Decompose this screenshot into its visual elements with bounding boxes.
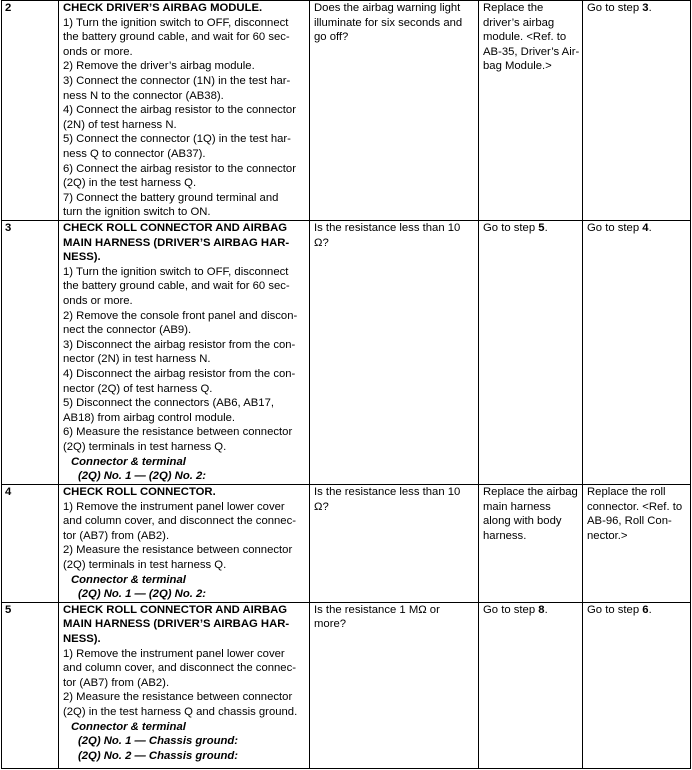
procedure-line: onds or more. xyxy=(63,45,133,58)
yes-result xyxy=(479,1,583,221)
check-question xyxy=(310,485,479,603)
yes-line: module. <Ref. to xyxy=(483,31,567,44)
procedure-line: ness N to the connector (AB38). xyxy=(63,89,224,102)
step-heading: MAIN HARNESS (DRIVER’S AIRBAG HAR- xyxy=(63,618,290,631)
yes-line: main harness xyxy=(483,500,551,513)
procedure-line: (2Q) terminals in test harness Q. xyxy=(63,558,227,571)
check-line: Is the resistance less than 10 xyxy=(314,222,461,234)
procedure-line: 2) Measure the resistance between connector xyxy=(63,544,293,557)
connector-terminal-label: Connector & terminal xyxy=(71,455,186,468)
step-heading: NESS). xyxy=(63,251,101,264)
table-row-step-3 xyxy=(2,221,691,485)
procedure-line: 5) Connect the connector (1Q) in the test har- xyxy=(63,133,291,146)
check-line: Ω? xyxy=(314,500,329,513)
table-row-step-4 xyxy=(2,485,691,603)
check-line: Is the resistance less than 10 xyxy=(314,486,461,498)
goto-step-link[interactable]: 3 xyxy=(642,2,649,14)
procedure-line: 5) Disconnect the connectors (AB6, AB17, xyxy=(63,397,274,410)
check-line: Ω? xyxy=(314,236,329,249)
procedure-line: 6) Connect the airbag resistor to the connector xyxy=(63,162,296,175)
step-heading: NESS). xyxy=(63,632,101,645)
no-result xyxy=(583,485,691,603)
procedure-line: nect the connector (AB9). xyxy=(63,324,192,337)
procedure-line: (2Q) in the test harness Q and chassis ground. xyxy=(63,705,298,718)
yes-result xyxy=(479,485,583,603)
connector-terminal-value: (2Q) No. 1 — (2Q) No. 2: xyxy=(78,470,207,483)
goto-step-link[interactable]: 4 xyxy=(642,222,649,234)
procedure-line: 3) Disconnect the airbag resistor from the con- xyxy=(63,338,296,351)
procedure-line: 1) Turn the ignition switch to OFF, disconnect xyxy=(63,16,289,29)
connector-terminal-label: Connector & terminal xyxy=(71,720,186,733)
procedure-line: nector (2N) in test harness N. xyxy=(63,353,211,366)
step-number: 5 xyxy=(2,602,59,768)
procedure-line: 6) Measure the resistance between connector xyxy=(63,426,293,439)
step-number: 2 xyxy=(2,1,59,221)
connector-terminal-label: Connector & terminal xyxy=(71,573,186,586)
no-result: Go to step 3. xyxy=(583,1,691,221)
procedure-line: and column cover, and disconnect the connec- xyxy=(63,662,296,675)
check-line: Does the airbag warning light xyxy=(314,2,461,14)
yes-line: bag Module.> xyxy=(483,60,552,73)
no-line: Replace the roll xyxy=(587,486,666,498)
step-procedure xyxy=(59,1,310,221)
procedure-line: 4) Connect the airbag resistor to the connector xyxy=(63,104,296,117)
procedure-line: the battery ground cable, and wait for 60 sec- xyxy=(63,280,290,293)
procedure-line: AB18) from airbag control module. xyxy=(63,411,236,424)
goto-label: Go to step xyxy=(587,2,643,14)
procedure-line: 2) Remove the driver’s airbag module. xyxy=(63,60,255,73)
procedure-line: 1) Remove the instrument panel lower cover xyxy=(63,500,285,513)
yes-line: along with body xyxy=(483,515,562,528)
procedure-line: onds or more. xyxy=(63,294,133,307)
goto-step-link[interactable]: 8 xyxy=(538,603,545,616)
connector-terminal-value: (2Q) No. 1 — Chassis ground: xyxy=(78,735,239,748)
connector-terminal-value: (2Q) No. 1 — (2Q) No. 2: xyxy=(78,588,207,601)
procedure-line: (2Q) terminals in test harness Q. xyxy=(63,440,227,453)
table-row-step-5 xyxy=(2,602,691,768)
procedure-line: 1) Remove the instrument panel lower cover xyxy=(63,647,285,660)
goto-step-link[interactable]: 6 xyxy=(642,603,649,616)
procedure-line: ness Q to connector (AB37). xyxy=(63,147,206,160)
step-heading: CHECK ROLL CONNECTOR. xyxy=(63,486,216,498)
step-number: 3 xyxy=(2,221,59,485)
procedure-line: 4) Disconnect the airbag resistor from the con- xyxy=(63,367,296,380)
procedure-line: 2) Remove the console front panel and discon- xyxy=(63,309,298,322)
check-question xyxy=(310,221,479,485)
no-result: Go to step 6. xyxy=(583,602,691,768)
procedure-line: tor (AB7) from (AB2). xyxy=(63,529,170,542)
yes-result: Go to step 8. xyxy=(479,602,583,768)
check-question xyxy=(310,602,479,768)
step-heading: CHECK ROLL CONNECTOR AND AIRBAG xyxy=(63,222,288,234)
procedure-line: turn the ignition switch to ON. xyxy=(63,206,211,219)
step-heading: CHECK ROLL CONNECTOR AND AIRBAG xyxy=(63,603,288,616)
procedure-line: 2) Measure the resistance between connector xyxy=(63,691,293,704)
goto-label: Go to step xyxy=(483,603,539,616)
check-line: Is the resistance 1 MΩ or xyxy=(314,603,440,616)
procedure-line: the battery ground cable, and wait for 60 sec- xyxy=(63,31,290,44)
step-procedure xyxy=(59,221,310,485)
connector-terminal-value: (2Q) No. 2 — Chassis ground: xyxy=(78,749,239,762)
step-heading: MAIN HARNESS (DRIVER’S AIRBAG HAR- xyxy=(63,236,290,249)
table-row-step-2 xyxy=(2,1,691,221)
no-line: AB-96, Roll Con- xyxy=(587,515,672,528)
check-line: go off? xyxy=(314,31,349,44)
procedure-line: nector (2Q) of test harness Q. xyxy=(63,382,213,395)
goto-step-link[interactable]: 5 xyxy=(538,222,545,234)
procedure-line: 3) Connect the connector (1N) in the test har- xyxy=(63,74,291,87)
goto-label: Go to step xyxy=(587,603,643,616)
yes-line: harness. xyxy=(483,529,527,542)
procedure-line: and column cover, and disconnect the connec- xyxy=(63,515,296,528)
yes-line: driver’s airbag xyxy=(483,16,555,29)
check-question xyxy=(310,1,479,221)
yes-line: AB-35, Driver’s Air- xyxy=(483,45,580,58)
check-line: more? xyxy=(314,618,347,631)
procedure-line: (2N) of test harness N. xyxy=(63,118,177,131)
check-line: illuminate for six seconds and xyxy=(314,16,463,29)
goto-label: Go to step xyxy=(587,222,643,234)
procedure-line: (2Q) in the test harness Q. xyxy=(63,177,197,190)
no-line: nector.> xyxy=(587,529,628,542)
yes-line: Replace the xyxy=(483,2,544,14)
no-line: connector. <Ref. to xyxy=(587,500,683,513)
step-number: 4 xyxy=(2,485,59,603)
procedure-line: tor (AB7) from (AB2). xyxy=(63,676,170,689)
goto-label: Go to step xyxy=(483,222,539,234)
step-heading: CHECK DRIVER’S AIRBAG MODULE. xyxy=(63,2,263,14)
step-procedure xyxy=(59,485,310,603)
no-result: Go to step 4. xyxy=(583,221,691,485)
procedure-line: 1) Turn the ignition switch to OFF, disconnect xyxy=(63,265,289,278)
diagnostic-procedure-table xyxy=(1,0,691,769)
step-procedure xyxy=(59,602,310,768)
procedure-line: 7) Connect the battery ground terminal and xyxy=(63,191,279,204)
yes-line: Replace the airbag xyxy=(483,486,578,498)
yes-result: Go to step 5. xyxy=(479,221,583,485)
